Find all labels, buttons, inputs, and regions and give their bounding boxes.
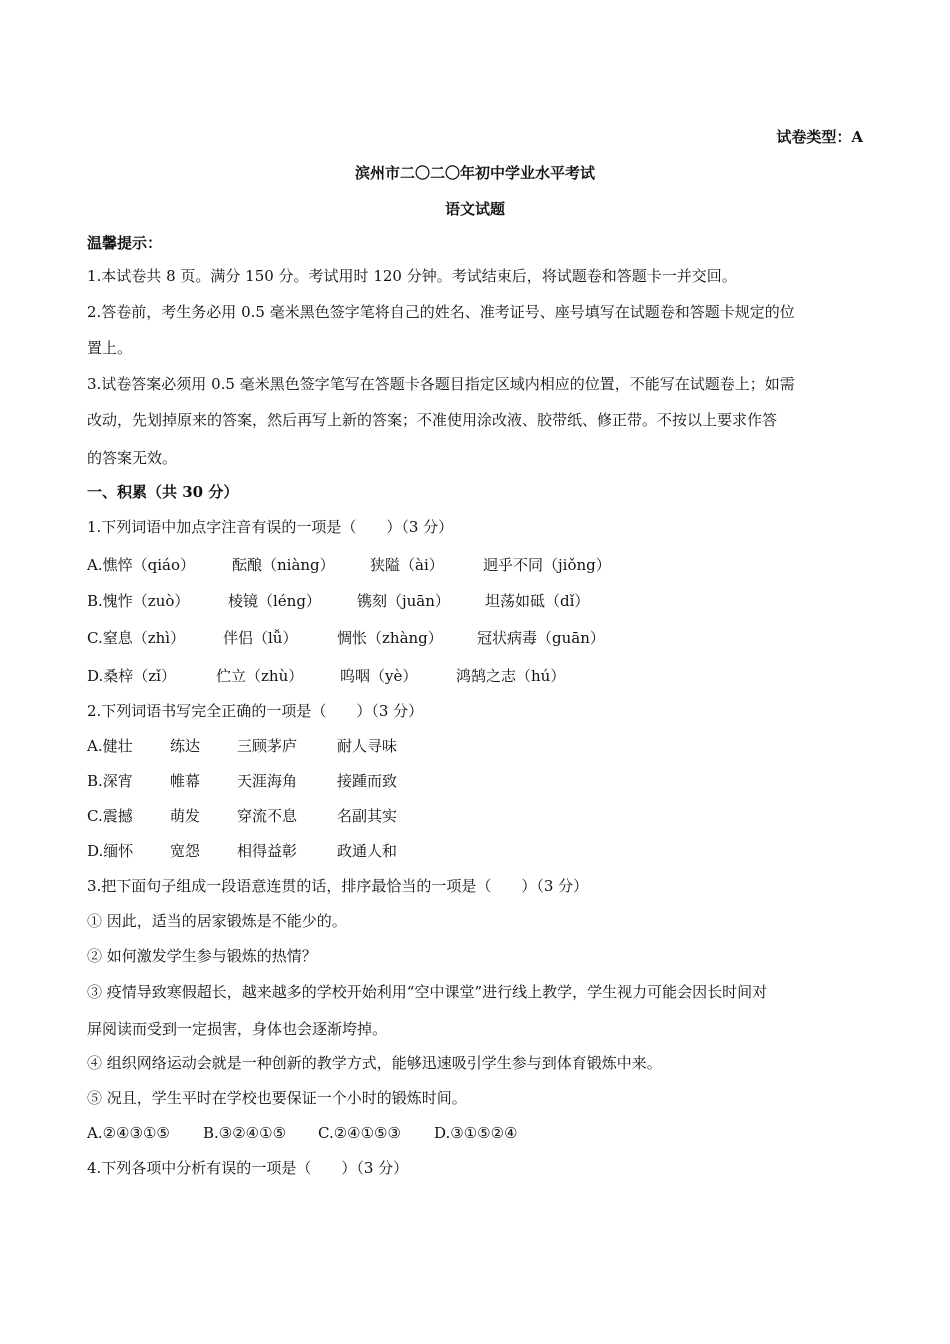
tips-line: 的答案无效。 (87, 449, 178, 467)
option-cell: 棱镜（léng） (228, 592, 321, 610)
sentence-item: ③ 疫情导致寒假超长，越来越多的学校开始利用“空中课堂”进行线上教学，学生视力可能会因长时间对 (87, 983, 768, 1001)
tips-line: 1.本试卷共 8 页。满分 150 分。考试用时 120 分钟。考试结束后，将试题卷和答题卡一并交回。 (87, 267, 737, 285)
option-cell: 迥乎不同（jiǒng） (483, 556, 611, 574)
option-cell: 三顾茅庐 (237, 737, 298, 755)
option-cell: 呜咽（yè） (340, 667, 418, 685)
exam-subtitle: 语文试题 (444, 200, 505, 218)
option-cell: 冠状病毒（guān） (477, 629, 605, 647)
option-cell: A.健壮 (87, 737, 133, 755)
option-cell: 镌刻（juān） (357, 592, 450, 610)
option-cell: 酝酿（niàng） (232, 556, 335, 574)
sentence-item: ② 如何激发学生参与锻炼的热情？ (87, 947, 317, 965)
option-cell: 接踵而致 (337, 772, 398, 790)
answer-option: A.②④③①⑤ (87, 1124, 170, 1142)
sentence-item: ④ 组织网络运动会就是一种创新的教学方式，能够迅速吸引学生参与到体育锻炼中来。 (87, 1054, 662, 1072)
tips-line: 改动，先划掉原来的答案，然后再写上新的答案；不准使用涂改液、胶带纸、修正带。不按以上要求作答 (87, 411, 778, 429)
option-cell: D.桑梓（zǐ） (87, 667, 176, 685)
option-cell: 伴侣（lǚ） (223, 629, 298, 647)
option-cell: 天涯海角 (237, 772, 298, 790)
option-cell: 伫立（zhù） (216, 667, 304, 685)
option-cell: 练达 (170, 737, 201, 755)
section-heading: 一、积累（共 30 分） (87, 483, 239, 501)
option-cell: B.深宵 (87, 772, 133, 790)
option-cell: D.缅怀 (87, 842, 134, 860)
option-cell: 萌发 (170, 807, 201, 825)
tips-line: 置上。 (87, 339, 133, 357)
sentence-item: ⑤ 况且，学生平时在学校也要保证一个小时的锻炼时间。 (87, 1089, 467, 1107)
option-cell: B.愧怍（zuò） (87, 592, 190, 610)
option-cell: 惆怅（zhàng） (337, 629, 443, 647)
option-cell: C.震撼 (87, 807, 133, 825)
tips-heading: 温馨提示： (87, 234, 163, 252)
paper-type: 试卷类型：A (776, 128, 863, 146)
question-stem: 2.下列词语书写完全正确的一项是（ ）（3 分） (87, 702, 424, 720)
option-cell: A.憔悴（qiáo） (87, 556, 195, 574)
question-stem: 1.下列词语中加点字注音有误的一项是（ ）（3 分） (87, 518, 454, 536)
option-cell: 穿流不息 (237, 807, 298, 825)
option-cell: 宽怨 (170, 842, 201, 860)
tips-line: 3.试卷答案必须用 0.5 毫米黑色签字笔写在答题卡各题目指定区域内相应的位置，不能写在试题卷上；如需 (87, 375, 795, 393)
question-stem: 3.把下面句子组成一段语意连贯的话，排序最恰当的一项是（ ）（3 分） (87, 877, 589, 895)
question-stem: 4.下列各项中分析有误的一项是（ ）（3 分） (87, 1159, 409, 1177)
option-cell: 狭隘（ài） (370, 556, 444, 574)
tips-line: 2.答卷前，考生务必用 0.5 毫米黑色签字笔将自己的姓名、准考证号、座号填写在试题卷和答题卡规定的位 (87, 303, 795, 321)
option-cell: 帷幕 (170, 772, 201, 790)
option-cell: 鸿鹄之志（hú） (456, 667, 566, 685)
exam-title: 滨州市二〇二〇年初中学业水平考试 (354, 164, 595, 182)
option-cell: 坦荡如砥（dǐ） (485, 592, 590, 610)
option-cell: 政通人和 (337, 842, 398, 860)
sentence-item: ① 因此，适当的居家锻炼是不能少的。 (87, 912, 347, 930)
option-cell: 相得益彰 (237, 842, 298, 860)
sentence-item: 屏阅读而受到一定损害，身体也会逐渐垮掉。 (87, 1020, 388, 1038)
option-cell: 耐人寻味 (337, 737, 398, 755)
answer-option: C.②④①⑤③ (318, 1124, 401, 1142)
answer-option: D.③①⑤②④ (434, 1124, 518, 1142)
option-cell: 名副其实 (337, 807, 398, 825)
option-cell: C.窒息（zhì） (87, 629, 186, 647)
answer-option: B.③②④①⑤ (203, 1124, 287, 1142)
